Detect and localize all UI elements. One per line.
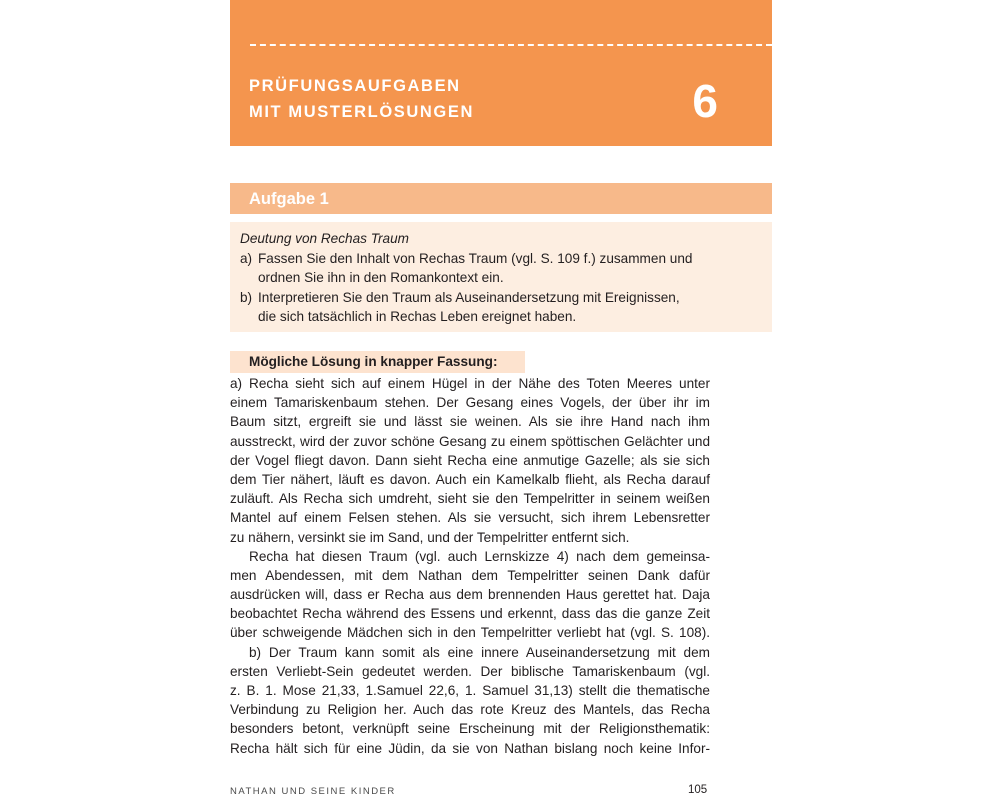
task-item-line: ordnen Sie ihn in den Romankontext ein.	[258, 270, 504, 285]
task-item-line: die sich tatsächlich in Rechas Leben ereignet haben.	[258, 309, 577, 324]
body-line: z. B. 1. Mose 21,33, 1.Samuel 22,6, 1. Samuel 31,13) stellt die thematische	[230, 683, 710, 698]
body-line: ausstreckt, wird der zuvor schöne Gesang zu einem spöttischen Gelächter und	[230, 433, 710, 449]
body-line: über schweigende Mädchen sich in den Tempelritter verliebt hat (vgl. S. 108).	[230, 625, 710, 641]
task-title: Aufgabe 1	[249, 190, 329, 208]
body-line: zu nähern, versinkt sie im Sand, und der Tempelritter entfernt sich.	[230, 529, 630, 545]
body-line: beobachtet Recha während des Essens und erkennt, dass das die ganze Zeit	[230, 606, 710, 622]
task-box	[230, 222, 772, 332]
body-line: Recha hält sich für eine Jüdin, da sie von Nathan bislang noch keine Infor-	[230, 740, 710, 756]
body-line: dem Tier nähert, läuft es davon. Auch ein Kamelkalb flieht, als Recha darauf	[230, 471, 710, 487]
body-line: Baum sitzt, ergreift sie und lässt sie weinen. Als sie ihre Hand nach ihm	[230, 414, 710, 430]
body-line: Recha hat diesen Traum (vgl. auch Lernskizze 4) nach dem gemeinsa-	[249, 548, 710, 564]
dashed-divider	[250, 44, 772, 46]
body-line: men Abendessen, mit dem Nathan dem Tempelritter seinen Dank dafür	[230, 567, 710, 583]
chapter-number: 6	[692, 75, 718, 127]
chapter-title	[249, 73, 474, 125]
chapter-header	[230, 0, 772, 146]
task-header	[230, 183, 772, 214]
solution-body	[230, 374, 710, 758]
body-line: a) Recha sieht sich auf einem Hügel in der Nähe des Toten Meeres unter	[230, 376, 710, 391]
page-number: 105	[688, 784, 708, 796]
body-line: zuläuft. Als Recha sich umdreht, sieht sie den Tempelritter in seinem weißen	[230, 491, 710, 507]
chapter-title-line: PRÜFUNGSAUFGABEN	[249, 77, 461, 95]
body-line: ersten Verliebt-Sein gedeutet werden. Der biblische Tamariskenbaum (vgl.	[230, 663, 710, 679]
body-line: Mantel auf einem Felsen stehen. Als sie versucht, sich ihrem Lebensretter	[230, 510, 710, 526]
body-line: der Vogel fliegt davon. Dann sieht Recha eine anmutige Gazelle; als sie sich	[230, 452, 710, 468]
running-footer-title: NATHAN UND SEINE KINDER	[230, 786, 396, 797]
solution-label-text: Mögliche Lösung in knapper Fassung:	[249, 354, 498, 369]
task-item	[240, 288, 692, 327]
chapter-title-line: MIT MUSTERLÖSUNGEN	[249, 103, 474, 121]
task-intro: Deutung von Rechas Traum	[240, 231, 409, 246]
task-item-label: a)	[240, 250, 253, 266]
task-item-line: Interpretieren Sie den Traum als Auseinandersetzung mit Ereignissen,	[258, 289, 680, 305]
body-line: ausdrücken will, dass er Recha aus dem brennenden Haus gerettet hat. Daja	[230, 587, 710, 603]
solution-label	[230, 351, 525, 373]
task-item-label: b)	[240, 289, 253, 305]
body-line: b) Der Traum kann somit als eine innere Auseinandersetzung mit dem	[249, 644, 710, 660]
task-item-line: Fassen Sie den Inhalt von Rechas Traum (vgl. S. 109 f.) zusammen und	[258, 250, 693, 266]
body-line: besonders betont, verknüpft seine Erscheinung mit der Religionsthematik:	[230, 721, 710, 737]
task-item	[240, 249, 692, 288]
body-line: einem Tamariskenbaum stehen. Der Gesang eines Vogels, der über ihr im	[230, 395, 710, 411]
body-line: Verbindung zu Religion her. Auch das rote Kreuz des Mantels, das Recha	[230, 702, 710, 718]
